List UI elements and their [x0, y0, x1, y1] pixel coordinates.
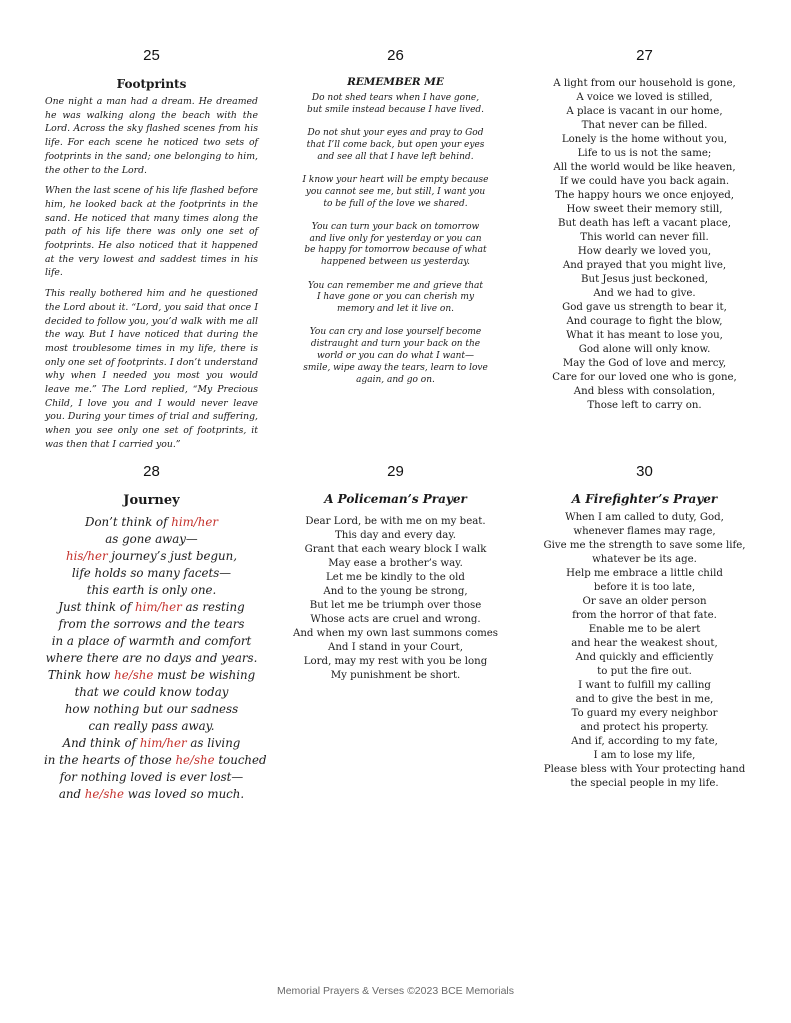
verse-line: happened between us yesterday. [321, 257, 470, 268]
verse-line: Give me the strength to save some life, [543, 540, 746, 551]
verse-line [44, 616, 259, 633]
verse-line: Life to us is not the same; [577, 148, 712, 159]
verse-line: Grant that each weary block I walk [304, 544, 487, 555]
verse-line: And to the young be strong, [323, 586, 468, 597]
verse-text: And think of [62, 736, 140, 750]
verse-line [44, 514, 259, 531]
verse-line: But death has left a vacant place, [557, 218, 732, 229]
verse-line: And if, according to my fate, [571, 736, 718, 747]
verse-27 [537, 47, 752, 413]
verse-text: Just think of [58, 600, 135, 614]
verse-number: 26 [387, 47, 404, 64]
verse-29-policemans-prayer [288, 463, 503, 683]
verse-text: from the sorrows and the tears [58, 617, 245, 631]
verse-line [44, 701, 259, 718]
verse-line: Dear Lord, be with me on my beat. [305, 516, 486, 527]
verse-line: A voice we loved is stilled, [576, 92, 713, 103]
verse-line: I want to fulfill my calling [578, 680, 711, 691]
verse-text: that we could know today [74, 685, 229, 699]
verse-line: Those left to carry on. [587, 400, 702, 411]
verse-line: You can remember me and grieve that [307, 280, 483, 291]
verse-lines [537, 77, 752, 413]
verse-line: world or you can do what I want— [316, 351, 474, 362]
stanza [288, 93, 503, 117]
pronoun-placeholder: he/she [114, 668, 154, 682]
verse-line: And bless with consolation, [573, 386, 716, 397]
verse-line: Help me embrace a little child [566, 568, 723, 579]
pronoun-placeholder: he/she [84, 787, 124, 801]
verse-line: And quickly and efficiently [575, 652, 714, 663]
verse-title: Footprints [116, 77, 187, 91]
verse-line: And I stand in your Court, [328, 642, 463, 653]
verse-line [44, 786, 259, 803]
verse-text: this earth is only one. [86, 583, 217, 597]
pronoun-placeholder: his/her [66, 549, 108, 563]
verse-line: Please bless with Your protecting hand [543, 764, 746, 775]
verse-line: If we could have you back again. [559, 176, 730, 187]
verse-line: And courage to fight the blow, [566, 316, 723, 327]
verse-line: and protect his property. [580, 722, 709, 733]
verse-text: in the hearts of those [44, 753, 176, 767]
verse-line [44, 599, 259, 616]
verse-line: Or save an older person [582, 596, 707, 607]
verse-line: You can cry and lose yourself become [309, 327, 482, 338]
verse-text: as gone away— [105, 532, 198, 546]
verse-line: Whose acts are cruel and wrong. [310, 614, 481, 625]
verse-line: Do not shut your eyes and pray to God [307, 128, 484, 139]
stanza [288, 327, 503, 386]
verse-text: touched [214, 753, 267, 767]
paragraph: When the last scene of his life flashed before him, he looked back at the footprints in the sand. He noticed that many times along the path of his life there was only one set of footprints. He also noticed that it happened at the very lowest and saddest times in his life. [45, 185, 258, 279]
verse-text: Don’t think of [85, 515, 172, 529]
verse-line [44, 769, 259, 786]
stanza [288, 222, 503, 269]
verse-line: I have gone or you can cherish my [316, 292, 475, 303]
verse-text: as resting [181, 600, 245, 614]
pronoun-placeholder: he/she [175, 753, 215, 767]
verse-text: must be wishing [153, 668, 256, 682]
verse-line [44, 650, 259, 667]
verse-line: A light from our household is gone, [553, 78, 736, 89]
stanza [288, 175, 503, 210]
verse-line: To guard my every neighbor [571, 708, 718, 719]
paragraph: This really bothered him and he questioned the Lord about it. “Lord, you said that once I decided to follow you, you’d walk with me all the way. But I have noticed that during the most troublesome times in my life, there is only one set of footprints. I don’t understand why when I needed you most you would leave me.” The Lord replied, “My Precious Child, I love you and I would never leave you. During your times of trial and suffering, when you see only one set of footprints, it was then that I carried you.” [45, 288, 258, 450]
verse-line: again, and go on. [356, 374, 435, 385]
verse-text: as living [186, 736, 241, 750]
verse-26-remember-me [288, 47, 503, 398]
stanzas [288, 93, 503, 386]
verse-line: But Jesus just beckoned, [581, 274, 708, 285]
verse-line: distraught and turn your back on the [310, 339, 481, 350]
verse-text: for nothing loved is ever lost— [59, 770, 244, 784]
verse-line: Enable me to be alert [588, 624, 701, 635]
verse-line: God alone will only know. [578, 344, 711, 355]
pronoun-placeholder: him/her [135, 600, 182, 614]
verse-text: life holds so many facets— [71, 566, 232, 580]
verse-line: You can turn your back on tomorrow [311, 221, 480, 232]
verse-25-footprints [45, 47, 258, 459]
verse-line: All the world would be like heaven, [553, 162, 736, 173]
verse-line [44, 667, 259, 684]
verse-title: A Firefighter’s Prayer [571, 492, 718, 506]
verse-line [44, 633, 259, 650]
verse-line: Let me be kindly to the old [326, 572, 465, 583]
verse-line: My punishment be short. [330, 670, 461, 681]
pronoun-placeholder: him/her [139, 736, 187, 750]
verse-line: and see all that I have left behind. [317, 151, 474, 162]
verse-line: This day and every day. [335, 530, 456, 541]
verse-line: Lonely is the home without you, [561, 134, 728, 145]
verse-line: But let me be triumph over those [309, 600, 482, 611]
verse-line: And we had to give. [593, 288, 696, 299]
verse-text: was loved so much. [123, 787, 245, 801]
verse-text: journey’s just begun, [107, 549, 237, 563]
verse-line: How dearly we loved you, [577, 246, 712, 257]
verse-title: Journey [123, 493, 180, 508]
verse-number: 29 [387, 463, 404, 480]
verse-line: be happy for tomorrow because of what [304, 245, 487, 256]
verse-line: the special people in my life. [570, 778, 719, 789]
verse-line [44, 718, 259, 735]
verse-line: Lord, may my rest with you be long [303, 656, 488, 667]
verse-line: That never can be filled. [581, 120, 708, 131]
verse-line [44, 735, 259, 752]
verse-line: that I’ll come back, but open your eyes [306, 139, 485, 150]
verse-line: When I am called to duty, God, [565, 512, 724, 523]
verse-text: Think how [47, 668, 115, 682]
verse-line: to put the fire out. [597, 666, 692, 677]
verse-line: May ease a brother’s way. [328, 558, 463, 569]
verse-line: you cannot see me, but still, I want you [305, 186, 486, 197]
verse-lines [288, 515, 503, 683]
verse-line: A place is vacant in our home, [566, 106, 723, 117]
verse-title: A Policeman’s Prayer [324, 492, 467, 506]
verse-lines [44, 514, 267, 803]
verse-number: 25 [143, 47, 160, 64]
verse-line: Care for our loved one who is gone, [552, 372, 737, 383]
verse-line: May the God of love and mercy, [562, 358, 727, 369]
verse-text: where there are no days and years. [45, 651, 258, 665]
verse-text: in a place of warmth and comfort [51, 634, 252, 648]
verse-line: The happy hours we once enjoyed, [555, 190, 734, 201]
verse-line: and live only for yesterday or you can [309, 233, 482, 244]
verse-line [44, 531, 259, 548]
verse-number: 28 [143, 463, 160, 480]
verse-line: whenever flames may rage, [573, 526, 716, 537]
verse-line: Do not shed tears when I have gone, [311, 93, 480, 103]
verse-line: God gave us strength to bear it, [562, 302, 727, 313]
verse-line: but smile instead because I have lived. [306, 104, 485, 115]
verse-line: and to give the best in me, [575, 694, 714, 705]
verse-number: 30 [636, 463, 653, 480]
verse-line: and hear the weakest shout, [571, 638, 718, 649]
verse-title: REMEMBER ME [347, 76, 444, 88]
verse-line [44, 565, 259, 582]
verse-text: how nothing but our sadness [64, 702, 239, 716]
page-footer: Memorial Prayers & Verses ©2023 BCE Memorials [276, 985, 515, 997]
verse-number: 27 [636, 47, 653, 64]
verse-line: memory and let it live on. [337, 304, 454, 315]
verse-line [44, 684, 259, 701]
stanza [288, 281, 503, 316]
verse-line: This world can never fill. [580, 232, 709, 243]
verse-line: And prayed that you might live, [562, 260, 727, 271]
verse-line: What it has meant to lose you, [566, 330, 723, 341]
verse-line [44, 548, 259, 565]
verse-line: smile, wipe away the tears, learn to love [303, 362, 488, 373]
verse-line: before it is too late, [593, 582, 696, 593]
pronoun-placeholder: him/her [171, 515, 218, 529]
verse-text: can really pass away. [88, 719, 215, 733]
verse-line: from the horror of that fate. [572, 610, 717, 621]
verse-30-firefighters-prayer [537, 463, 752, 791]
verse-lines [537, 511, 752, 791]
verse-line [44, 752, 267, 769]
verse-line: to be full of the love we shared. [323, 198, 468, 209]
verse-line [44, 582, 259, 599]
verse-line: whatever be its age. [592, 554, 697, 565]
verse-line: How sweet their memory still, [566, 204, 723, 215]
verse-line: I know your heart will be empty because [302, 174, 489, 185]
stanza [288, 128, 503, 163]
verse-line: And when my own last summons comes [292, 628, 498, 639]
verse-text: and [58, 787, 85, 801]
paragraph: One night a man had a dream. He dreamed he was walking along the beach with the Lord. Across the sky flashed scenes from his life. For each scene he noticed two sets of footprints in the sand; one belonging to him, the other to the Lord. [45, 96, 258, 176]
verse-28-journey [44, 463, 267, 803]
verse-line: I am to lose my life, [593, 750, 696, 761]
